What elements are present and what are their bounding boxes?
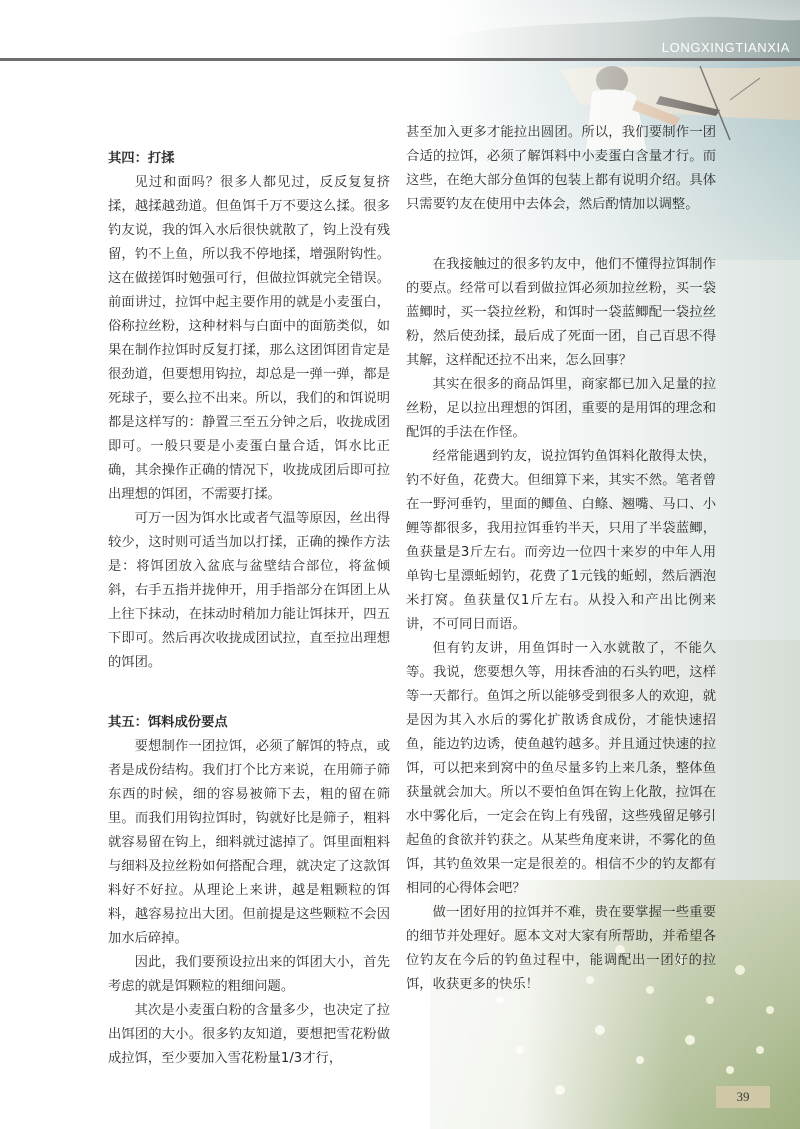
continued-paragraph: 甚至加入更多才能拉出圆团。所以，我们要制作一团合适的拉饵，必须了解饵料中小麦蛋白含量才行。而这些，在绝大部分鱼饵的包装上都有说明介绍。具体只需要钓友在使用中去体会，然后酌情加以调整。 xyxy=(406,125,716,212)
section-gap xyxy=(108,675,390,711)
right-paragraph-5: 做一团好用的拉饵并不难，贵在要掌握一些重要的细节并处理好。愿本文对大家有所帮助，并希望各位钓友在今后的钓鱼过程中，能调配出一团好的拉饵，收获更多的快乐！ xyxy=(406,905,716,992)
section5-paragraph-3: 其次是小麦蛋白粉的含量多少，也决定了拉出饵团的大小。很多钓友知道，要想把雪花粉做成拉饵，至少要加入雪花粉量1/3才行， xyxy=(108,1003,390,1066)
left-column xyxy=(108,147,390,1071)
page-number: 39 xyxy=(716,1086,770,1108)
section4-paragraph-2: 可万一因为饵水比或者气温等原因，丝出得较少，这时则可适当加以打揉，正确的操作方法是：将饵团放入盆底与盆壁结合部位，将盆倾斜，右手五指并拢伸开，用手指部分在饵团上从上往下抹动，在抹动时稍加力能让饵抹开，四五下即可。然后再次收拢成团试拉，直至拉出理想的饵团。 xyxy=(108,511,390,670)
right-paragraph-4: 但有钓友讲，用鱼饵时一入水就散了，不能久等。我说，您要想久等，用抹香油的石头钓吧，这样等一天都行。鱼饵之所以能够受到很多人的欢迎，就是因为其入水后的雾化扩散诱食成份，才能快速招鱼，能边钓边诱，使鱼越钓越多。并且通过快速的拉饵，可以把来到窝中的鱼尽量多钓上来几条，整体鱼获量就会加大。所以不要怕鱼饵在钩上化散，拉饵在水中雾化后，一定会在钩上有残留，这些残留足够引起鱼的食欲并钓获之。从某些角度来讲，不雾化的鱼饵，其钓鱼效果一定是很差的。相信不少的钓友都有相同的心得体会吧？ xyxy=(406,641,716,896)
section4-paragraph-1: 见过和面吗？很多人都见过，反反复复挤揉，越揉越劲道。但鱼饵千万不要这么揉。很多钓友说，我的饵入水后很快就散了，钩上没有残留，钓不上鱼，所以我不停地揉，增强附钩性。这在做搓饵时勉强可行，但做拉饵就完全错误。前面讲过，拉饵中起主要作用的就是小麦蛋白，俗称拉丝粉，这种材料与白面中的面筋类似，如果在制作拉饵时反复打揉，那么这团饵团肯定是很劲道，但要想用钩拉，却总是一弹一弹，都是死球子，要么拉不出来。所以，我们的和饵说明都是这样写的：静置三至五分钟之后，收拢成团即可。一般只要是小麦蛋白量合适，饵水比正确，其余操作正确的情况下，收拢成团后即可拉出理想的饵团，不需要打揉。 xyxy=(108,175,390,502)
section4-heading: 其四：打揉 xyxy=(108,151,175,166)
section5-heading: 其五：饵料成份要点 xyxy=(108,715,228,730)
right-paragraph-3: 经常能遇到钓友，说拉饵钓鱼饵料化散得太快，钓不好鱼，花费大。但细算下来，其实不然。笔者曾在一野河垂钓，里面的鲫鱼、白鲦、翘嘴、马口、小鲤等都很多，我用拉饵垂钓半天，只用了半袋蓝鲫，鱼获量是3斤左右。而旁边一位四十来岁的中年人用单钩七星漂蚯蚓钓，花费了1元钱的蚯蚓，然后洒泡米打窝。鱼获量仅1斤左右。从投入和产出比例来讲，不可同日而语。 xyxy=(406,449,716,632)
magazine-name: LONGXINGTIANXIA xyxy=(661,40,790,55)
right-paragraph-2: 其实在很多的商品饵里，商家都已加入足量的拉丝粉，足以拉出理想的饵团，重要的是用饵的理念和配饵的手法在作怪。 xyxy=(406,377,716,440)
section5-paragraph-2: 因此，我们要预设拉出来的饵团大小，首先考虑的就是饵颗粒的粗细问题。 xyxy=(108,955,390,994)
right-paragraph-1: 在我接触过的很多钓友中，他们不懂得拉饵制作的要点。经常可以看到做拉饵必须加拉丝粉，买一袋蓝鲫时，买一袋拉丝粉，和饵时一袋蓝鲫配一袋拉丝粉，然后使劲揉，最后成了死面一团，自己百思不得其解，这样配还拉不出来，怎么回事？ xyxy=(406,257,716,368)
header-rule xyxy=(0,58,800,61)
paragraph-gap xyxy=(406,217,716,253)
right-column xyxy=(406,121,716,997)
section5-paragraph-1: 要想制作一团拉饵，必须了解饵的特点，或者是成份结构。我们打个比方来说，在用筛子筛东西的时候，细的容易被筛下去，粗的留在筛里。而我们用钩拉饵时，钩就好比是筛子，粗料就容易留在钩上，细料就过滤掉了。饵里面粗料与细料及拉丝粉如何搭配合理，就决定了这款饵料好不好拉。从理论上来讲，越是粗颗粒的饵料，越容易拉出大团。但前提是这些颗粒不会因加水后碎掉。 xyxy=(108,739,390,946)
